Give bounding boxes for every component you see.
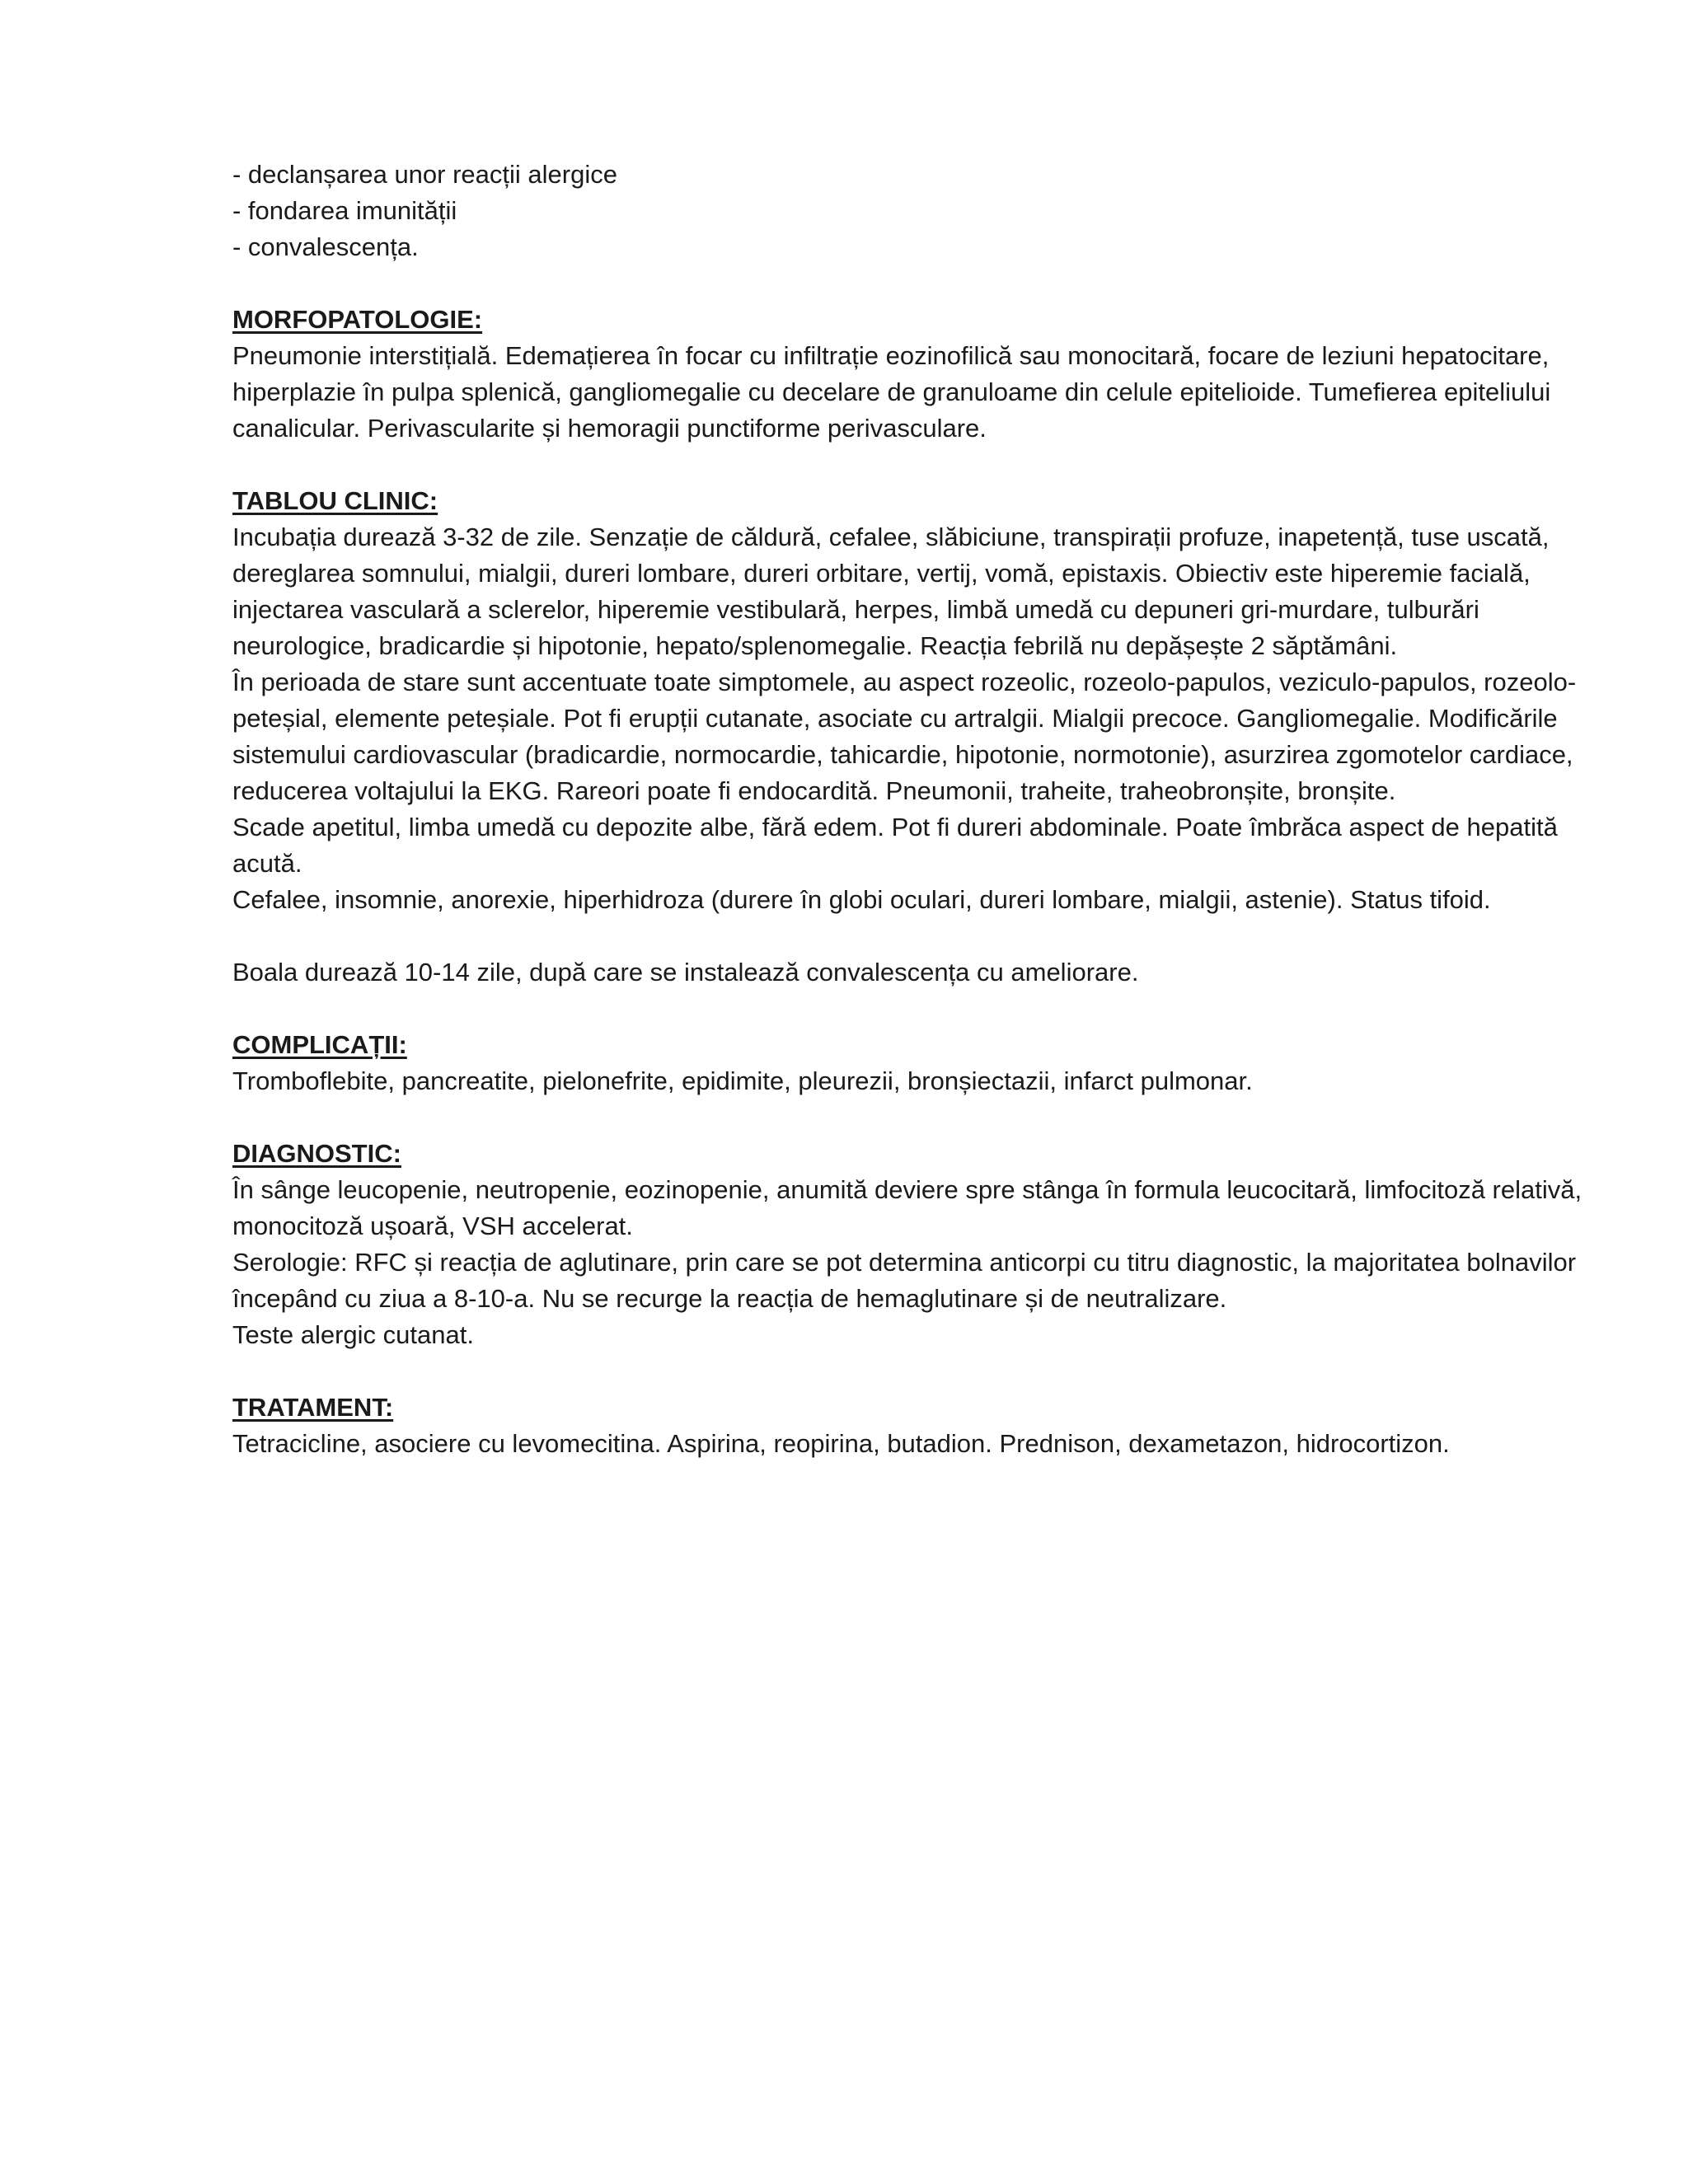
paragraph: Tetracicline, asociere cu levomecitina. Aspirina, reopirina, butadion. Prednison, dexametazon, hidrocortizon.	[232, 1429, 1450, 1458]
spacer	[232, 991, 1584, 1027]
paragraph-duration: Boala durează 10-14 zile, după care se instalează convalescența cu ameliorare.	[232, 958, 1139, 987]
spacer	[232, 1353, 1584, 1390]
section-heading-morfopatologie: MORFOPATOLOGIE:	[232, 305, 483, 334]
paragraph: Tromboflebite, pancreatite, pielonefrite, epidimite, pleurezii, bronșiectazii, infarct pulmonar.	[232, 1066, 1253, 1095]
paragraph: Serologie: RFC și reacția de aglutinare, prin care se pot determina anticorpi cu titru diagnostic, la majoritatea bolnavilor începând cu ziua a 8-10-a. Nu se recurge la reacția de hemaglutinare și de neutralizare.	[232, 1248, 1577, 1313]
paragraph: Pneumonie interstițială. Edemațierea în focar cu infiltrație eozinofilică sau monocitară, focare de leziuni hepatocitare, hiperplazie în pulpa splenică, gangliomegalie cu decelare de granuloame din celule epitelioide. Tumefierea epiteliului canalicular. Perivascularite și hemoragii punctiforme perivasculare.	[232, 341, 1551, 443]
paragraph: Cefalee, insomnie, anorexie, hiperhidroza (durere în globi oculari, dureri lombare, mialgii, astenie). Status tifoid.	[232, 885, 1491, 914]
section-heading-tablou-clinic: TABLOU CLINIC:	[232, 486, 438, 515]
paragraph: Incubația durează 3-32 de zile. Senzație de căldură, cefalee, slăbiciune, transpirații profuze, inapetență, tuse uscată, dereglarea somnului, mialgii, dureri lombare, dureri orbitare, vertij, vomă, epistaxis. Obiectiv este hiperemie facială, injectarea vasculară a sclerelor, hiperemie vestibulară, herpes, limbă umedă cu depuneri gri-murdare, tulburări neurologice, bradicardie și hipotonie, hepato/splenomegalie. Reacția febrilă nu depășește 2 săptămâni.	[232, 523, 1550, 660]
spacer	[232, 1099, 1584, 1136]
section-heading-complicatii: COMPLICAȚII:	[232, 1030, 407, 1059]
list-item: - convalescența.	[232, 232, 419, 261]
document-body	[232, 157, 1584, 1462]
section-heading-diagnostic: DIAGNOSTIC:	[232, 1139, 401, 1168]
spacer	[232, 265, 1584, 302]
paragraph: Scade apetitul, limba umedă cu depozite albe, fără edem. Pot fi dureri abdominale. Poate îmbrăca aspect de hepatită acută.	[232, 813, 1558, 878]
list-item: - fondarea imunității	[232, 196, 457, 225]
spacer	[232, 447, 1584, 483]
paragraph: În perioada de stare sunt accentuate toate simptomele, au aspect rozeolic, rozeolo-papulos, veziculo-papulos, rozeolo-peteșial, elemente peteșiale. Pot fi erupții cutanate, asociate cu artralgii. Mialgii precoce. Gangliomegalie. Modificările sistemului cardiovascular (bradicardie, normocardie, tahicardie, hipotonie, normotonie), asurzirea zgomotelor cardiace, reducerea voltajului la EKG. Rareori poate fi endocardită. Pneumonii, traheite, traheobronșite, bronșite.	[232, 668, 1577, 805]
section-heading-tratament: TRATAMENT:	[232, 1393, 394, 1422]
paragraph: Teste alergic cutanat.	[232, 1320, 474, 1349]
list-item: - declanșarea unor reacții alergice	[232, 160, 617, 189]
paragraph: În sânge leucopenie, neutropenie, eozinopenie, anumită deviere spre stânga în formula leucocitară, limfocitoză relativă, monocitoză ușoară, VSH accelerat.	[232, 1175, 1582, 1240]
spacer	[232, 918, 1584, 954]
